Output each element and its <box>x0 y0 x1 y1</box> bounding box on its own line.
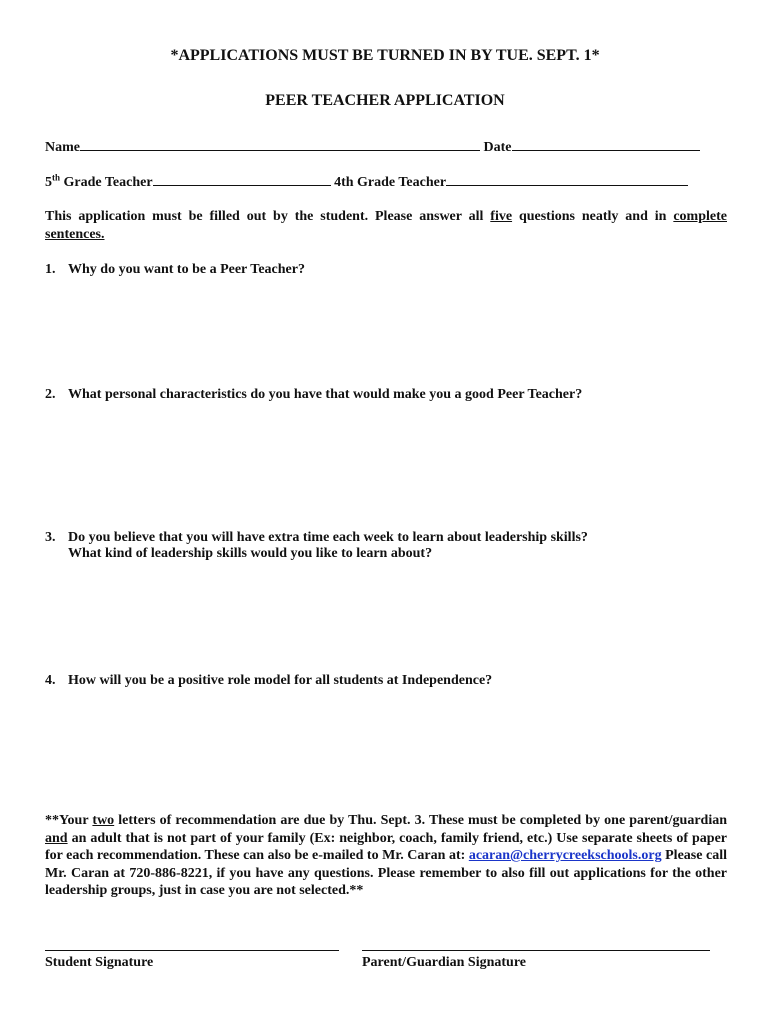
email-link[interactable]: acaran@cherrycreekschools.org <box>468 848 662 863</box>
answer-area-1[interactable] <box>45 282 727 382</box>
parent-signature-line[interactable] <box>362 950 710 951</box>
question-1: 1. Why do you want to be a Peer Teacher? <box>45 262 305 277</box>
question-4: 4. How will you be a positive role model for all students at Independence? <box>45 673 493 688</box>
date-label: Date <box>483 140 512 155</box>
fifth-grade-teacher-label: 5th Grade Teacher <box>45 172 153 190</box>
name-field[interactable] <box>80 138 480 151</box>
answer-area-4[interactable] <box>45 693 727 803</box>
date-field[interactable] <box>512 138 700 151</box>
deadline-notice: *APPLICATIONS MUST BE TURNED IN BY TUE. SEPT. 1* <box>170 47 600 64</box>
question-2: 2. What personal characteristics do you have that would make you a good Peer Teacher? <box>45 387 583 402</box>
name-label: Name <box>45 140 80 155</box>
question-3: 3. Do you believe that you will have extra time each week to learn about leadership skills? What kind of leadership skills would you like to learn about? <box>45 530 588 561</box>
fifth-grade-teacher-field[interactable] <box>153 173 331 186</box>
parent-signature-label: Parent/Guardian Signature <box>362 955 527 970</box>
instructions: This application must be filled out by the student. Please answer all five questions neatly and in complete sentences. <box>45 209 727 242</box>
student-signature-label: Student Signature <box>45 955 154 970</box>
name-date-row <box>45 138 700 156</box>
fourth-grade-teacher-label: 4th Grade Teacher <box>334 175 447 190</box>
page-title: PEER TEACHER APPLICATION <box>265 92 505 109</box>
answer-area-3[interactable] <box>45 570 727 670</box>
fourth-grade-teacher-field[interactable] <box>446 173 688 186</box>
answer-area-2[interactable] <box>45 407 727 522</box>
student-signature-line[interactable] <box>45 950 339 951</box>
recommendation-notice: **Your two letters of recommendation are due by Thu. Sept. 3. These must be completed by one parent/guardian and an adult that is not part of your family (Ex: neighbor, coach, family friend, etc.) Use separate sheets of paper for each recommendation. These can also be e-mailed to Mr. Caran at: acaran@cherrycreekschools.org Please call Mr. Caran at 720-886-8221, if you have any questions. Please remember to also fill out applications for the other leadership groups, just in case you are not selected.** <box>45 813 728 898</box>
teacher-row <box>45 173 688 191</box>
